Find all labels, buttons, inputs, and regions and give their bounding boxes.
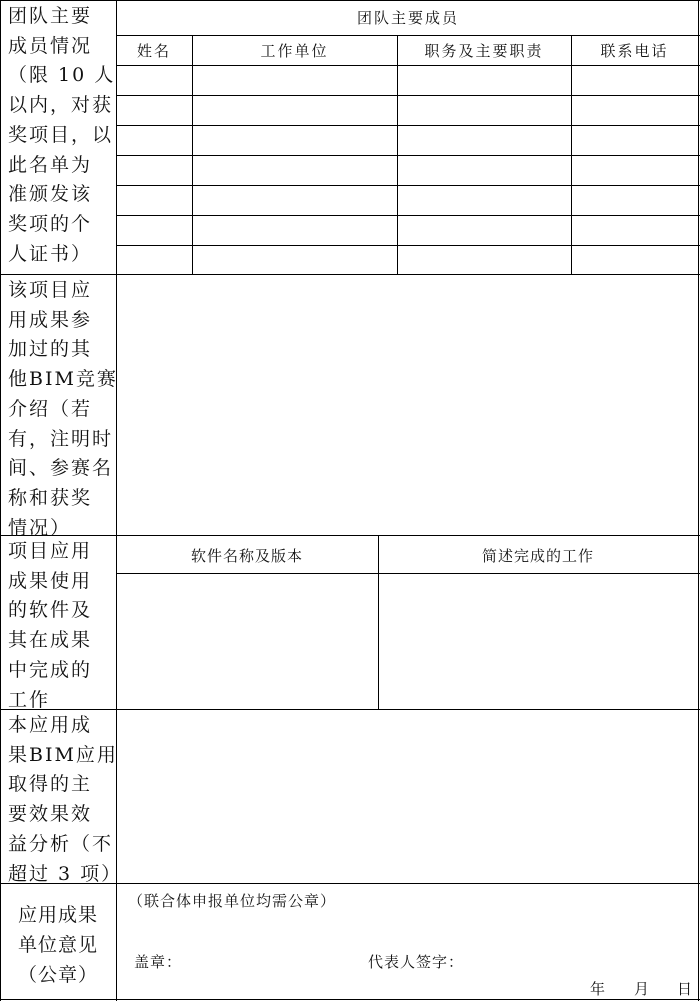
label-line: 情况） (8, 516, 72, 539)
label-line: 该项目应 (8, 279, 93, 301)
label-line: 其在成果 (8, 629, 93, 652)
work-description-field[interactable] (380, 575, 698, 708)
date-day: 日 (677, 980, 693, 998)
table-row[interactable] (118, 67, 698, 95)
label-line: 取得的主 (8, 773, 93, 796)
label-line: 奖项目，以 (8, 123, 114, 146)
label-line: 成果使用 (8, 569, 93, 592)
signature-field[interactable] (462, 946, 692, 972)
column-header-work-description: 简述完成的工作 (481, 547, 594, 565)
seal-field[interactable] (180, 946, 350, 972)
table-row[interactable] (118, 97, 698, 125)
label-line: 介绍（若 (8, 397, 93, 420)
column-header-employer: 工作单位 (260, 42, 329, 60)
other-competitions-field[interactable] (118, 276, 698, 534)
label-line: 要效果效 (8, 803, 93, 826)
label-line: 称和获奖 (8, 486, 93, 509)
label-line: 工作 (8, 688, 51, 711)
label-line: （公章） (17, 964, 98, 986)
team-members-label (8, 2, 116, 269)
label-line: 人证书） (8, 242, 93, 265)
label-line: 有，注明时 (8, 427, 114, 450)
other-competitions-label (8, 276, 118, 543)
column-header-name: 姓名 (136, 42, 171, 60)
table-row[interactable] (118, 157, 698, 185)
table-row[interactable] (118, 247, 698, 273)
label-line: 益分析（不 (8, 832, 114, 855)
column-header-software: 软件名称及版本 (190, 547, 303, 565)
label-line: 果BIM应用 (8, 743, 118, 766)
table-row[interactable] (118, 217, 698, 245)
label-line: 加过的其 (8, 338, 93, 361)
label-line: 以内，对获 (8, 94, 114, 117)
label-line: 用成果参 (8, 308, 93, 331)
label-line: 应用成果 (17, 904, 98, 926)
label-line: 超过 3 项） (8, 862, 123, 885)
joint-seal-note: （联合体申报单位均需公章） (128, 892, 337, 910)
benefits-field[interactable] (118, 711, 698, 882)
benefits-label (8, 711, 123, 889)
unit-opinion-label (0, 900, 116, 990)
label-line: 中完成的 (8, 658, 93, 681)
table-row[interactable] (118, 187, 698, 215)
column-header-phone: 联系电话 (600, 42, 669, 60)
label-line: 此名单为 (8, 153, 93, 176)
table-row[interactable] (118, 127, 698, 155)
date-year: 年 (590, 980, 606, 998)
column-header-position: 职务及主要职责 (424, 42, 544, 60)
label-line: 奖项的个 (8, 212, 93, 235)
label-line: 他BIM竞赛 (8, 368, 118, 391)
date-month: 月 (634, 980, 650, 998)
seal-label: 盖章： (134, 953, 183, 971)
label-line: 项目应用 (8, 540, 93, 562)
software-used-label (8, 537, 110, 715)
label-line: （限 10 人 (8, 64, 116, 87)
software-field[interactable] (118, 575, 376, 708)
label-line: 间、参赛名 (8, 457, 114, 480)
team-members-header: 团队主要成员 (356, 9, 459, 27)
label-line: 成员情况 (8, 34, 93, 57)
signature-label: 代表人签字： (368, 953, 465, 971)
label-line: 本应用成 (8, 714, 93, 736)
label-line: 的软件及 (8, 599, 93, 622)
label-line: 单位意见 (17, 934, 98, 956)
label-line: 团队主要 (8, 5, 93, 27)
label-line: 准颁发该 (8, 183, 93, 206)
